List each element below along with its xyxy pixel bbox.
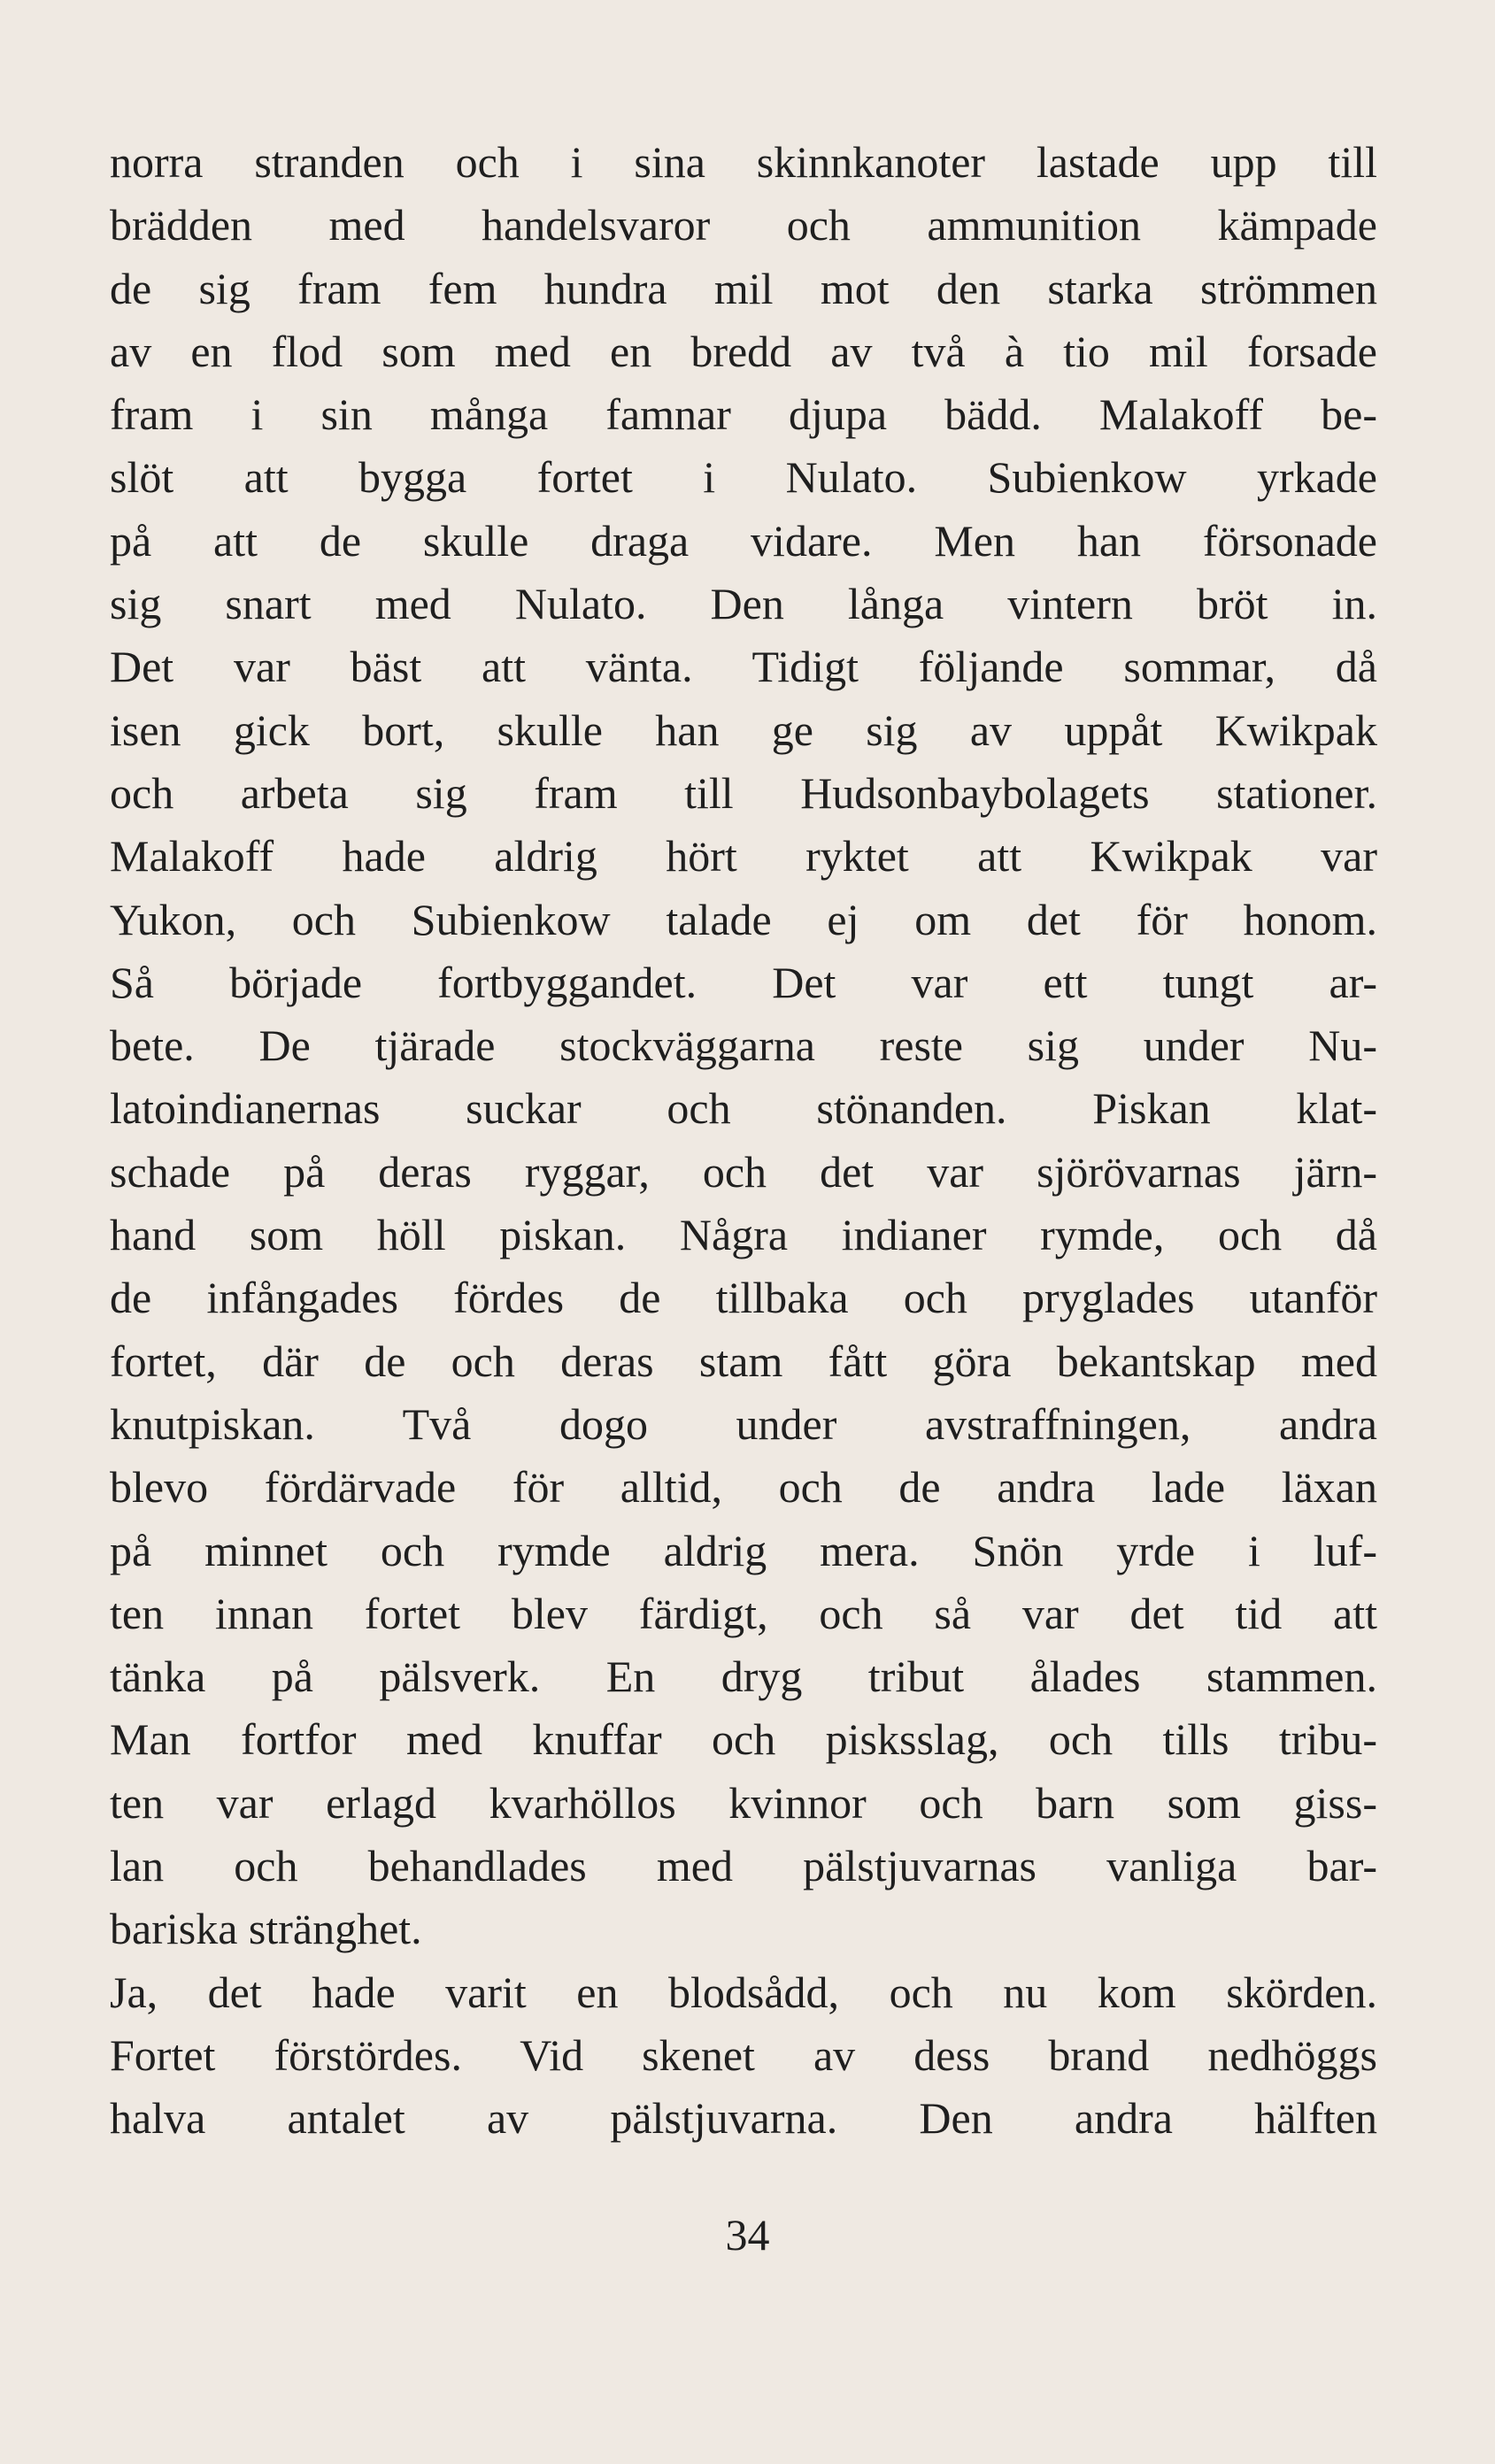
text-line: latoindianernas suckar och stönanden. Piskan klat-: [110, 1083, 1377, 1134]
text-line: hand som höll piskan. Några indianer rymde, och då: [110, 1210, 1377, 1260]
text-line: ten var erlagd kvarhöllos kvinnor och barn som giss-: [110, 1777, 1377, 1828]
text-line: lan och behandlades med pälstjuvarnas vanliga bar-: [110, 1841, 1377, 1891]
text-line: på att de skulle draga vidare. Men han försonade: [110, 515, 1377, 566]
text-line: bariska stränghet.: [110, 1904, 422, 1954]
text-line: slöt att bygga fortet i Nulato. Subienkow yrkade: [110, 452, 1377, 503]
text-line: Ja, det hade varit en blodsådd, och nu kom skörden.: [110, 1967, 1377, 2017]
text-line: bete. De tjärade stockväggarna reste sig under Nu-: [110, 1020, 1377, 1071]
text-line: Man fortfor med knuffar och pisksslag, och tills tribu-: [110, 1714, 1377, 1765]
body-text: [110, 131, 1377, 2151]
text-line: Malakoff hade aldrig hört ryktet att Kwikpak var: [110, 831, 1377, 882]
text-line: Det var bäst att vänta. Tidigt följande sommar, då: [110, 642, 1377, 692]
text-line: halva antalet av pälstjuvarna. Den andra hälften: [110, 2093, 1377, 2144]
text-line: schade på deras ryggar, och det var sjörövarnas järn-: [110, 1146, 1377, 1197]
text-line: och arbeta sig fram till Hudsonbaybolagets stationer.: [110, 767, 1377, 818]
text-line: brädden med handelsvaror och ammunition kämpade: [110, 200, 1377, 250]
text-line: fortet, där de och deras stam fått göra bekantskap med: [110, 1336, 1377, 1386]
text-line: fram i sin många famnar djupa bädd. Malakoff be-: [110, 389, 1377, 440]
text-line: sig snart med Nulato. Den långa vintern bröt in.: [110, 579, 1377, 629]
text-line: Yukon, och Subienkow talade ej om det för honom.: [110, 894, 1377, 944]
text-line: isen gick bort, skulle han ge sig av uppåt Kwikpak: [110, 705, 1377, 755]
text-line: av en flod som med en bredd av två à tio mil forsade: [110, 326, 1377, 376]
text-line: på minnet och rymde aldrig mera. Snön yrde i luf-: [110, 1525, 1377, 1575]
page-number: 34: [725, 2210, 770, 2260]
text-line: norra stranden och i sina skinnkanoter lastade upp till: [110, 137, 1377, 187]
text-line: de sig fram fem hundra mil mot den starka strömmen: [110, 263, 1377, 313]
text-line: de infångades fördes de tillbaka och pryglades utanför: [110, 1273, 1377, 1323]
text-line: knutpiskan. Två dogo under avstraffningen, andra: [110, 1398, 1377, 1449]
text-line: Så började fortbyggandet. Det var ett tungt ar-: [110, 957, 1377, 1007]
text-line: Fortet förstördes. Vid skenet av dess brand nedhöggs: [110, 2029, 1377, 2080]
text-line: blevo fördärvade för alltid, och de andra lade läxan: [110, 1462, 1377, 1513]
text-line: ten innan fortet blev färdigt, och så var det tid att: [110, 1588, 1377, 1638]
text-line: tänka på pälsverk. En dryg tribut ålades stammen.: [110, 1652, 1377, 1702]
